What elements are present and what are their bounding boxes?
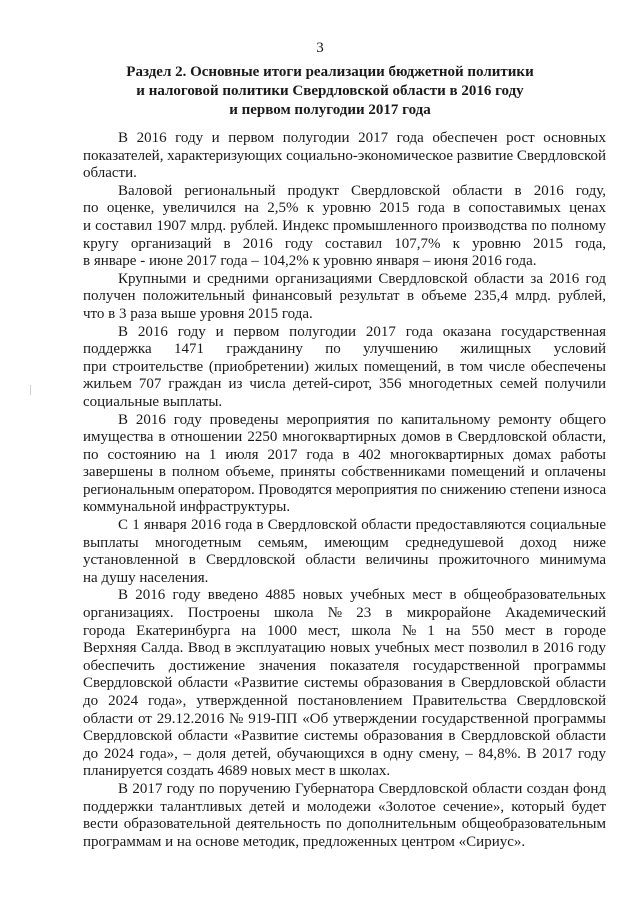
paragraph-line: социальные выплаты.: [83, 393, 223, 410]
section-title-line: и налоговой политики Свердловской области в 2016 году: [136, 83, 524, 99]
margin-mark: [30, 385, 31, 395]
paragraph-line: области от 29.12.2016 № 919-ПП «Об утверждении государственной программы: [83, 710, 606, 727]
paragraph-line: по оценке, увеличился на 2,5% к уровню 2015 года в сопоставимых ценах: [83, 200, 606, 217]
paragraph-line: Верхняя Салда. Ввод в эксплуатацию новых учебных мест позволил в 2016 году: [83, 640, 607, 657]
paragraph-line: показателей, характеризующих социально-экономическое развитие Свердловской: [83, 147, 606, 164]
paragraph-line: кругу организаций в 2016 году составил 107,7% к уровню 2015 года,: [83, 235, 607, 252]
paragraph: [83, 183, 606, 271]
paragraph-line: и составил 1907 млрд. рублей. Индекс промышленного производства по полному: [83, 217, 607, 234]
paragraph-line: В 2016 году и первом полугодии 2017 года оказана государственная: [118, 323, 607, 340]
paragraph: [83, 271, 606, 324]
paragraph-line: имущества в отношении 2250 многоквартирных домов в Свердловской области,: [83, 429, 606, 446]
paragraph: [83, 587, 606, 781]
section-title: [80, 63, 580, 120]
paragraph-line: города Екатеринбурга на 1000 мест, школа № 1 на 550 мест в городе: [83, 622, 607, 639]
paragraph-line: программам и на основе методик, предложенных центром «Сириус».: [83, 833, 526, 850]
paragraph-line: установленной в Свердловской области величины прожиточного минимума: [83, 552, 606, 569]
page-number: 3: [316, 40, 324, 56]
paragraph: [83, 130, 606, 183]
paragraph-line: В 2016 году и первом полугодии 2017 года обеспечен рост основных: [118, 130, 606, 146]
paragraph-line: до 2024 года», – доля детей, обучающихся в одну смену, – 84,8%. В 2017 году: [83, 745, 606, 762]
paragraph-line: поддержка 1471 гражданину по улучшению жилищных условий: [83, 341, 607, 358]
paragraph-line: Валовой региональный продукт Свердловской области в 2016 году,: [118, 182, 606, 199]
paragraph: [83, 517, 606, 587]
paragraph-line: С 1 января 2016 года в Свердловской области предоставляются социальные: [118, 517, 607, 534]
document-body: [83, 130, 606, 851]
paragraph-line: Свердловской области «Развитие системы образования в Свердловской области: [83, 728, 607, 745]
paragraph-line: что в 3 раза выше уровня 2015 года.: [83, 305, 313, 322]
paragraph-line: В 2016 году проведены мероприятия по капитальному ремонту общего: [118, 411, 606, 428]
paragraph-line: В 2016 году введено 4885 новых учебных мест в общеобразовательных: [118, 587, 606, 604]
paragraph-line: коммунальной инфраструктуры.: [83, 499, 291, 516]
paragraph: [83, 324, 606, 412]
paragraph-line: получен положительный финансовый результат в объеме 235,4 млрд. рублей,: [83, 288, 607, 305]
section-title-line: Раздел 2. Основные итоги реализации бюджетной политики: [126, 64, 534, 80]
paragraph-line: Крупными и средними организациями Свердловской области за 2016 год: [118, 270, 607, 287]
paragraph-line: обеспечить достижение значения показателя государственной программы: [83, 657, 606, 674]
paragraph-line: вести образовательной деятельность по дополнительным общеобразовательным: [83, 816, 606, 833]
paragraph-line: выплаты многодетным семьям, имеющим среднедушевой доход ниже: [83, 534, 606, 551]
paragraph-line: до 2024 года», утвержденной постановлением Правительства Свердловской: [83, 693, 606, 709]
paragraph-line: планируется создать 4689 новых мест в школах.: [83, 763, 391, 780]
paragraph-line: организациях. Построены школа № 23 в микрорайоне Академический: [83, 605, 606, 622]
paragraph-line: по состоянию на 1 июля 2017 года в 402 многоквартирных домах работы: [83, 446, 606, 463]
paragraph-line: региональным оператором. Проводятся мероприятия по снижению степени износа: [83, 481, 606, 498]
paragraph-line: В 2017 году по поручению Губернатора Свердловской области создан фонд: [118, 780, 607, 797]
paragraph-line: завершены в полном объеме, приняты собственниками помещений и оплачены: [83, 464, 606, 481]
paragraph-line: в январе - июне 2017 года – 104,2% к уровню января – июня 2016 года.: [83, 253, 537, 270]
paragraph-line: жильем 707 граждан из числа детей-сирот, 356 многодетных семей получили: [83, 376, 607, 393]
paragraph-line: поддержки талантливых детей и молодежи «Золотое сечение», который будет: [83, 798, 606, 815]
paragraph-line: при строительстве (приобретении) жилых помещений, в том числе обеспечены: [83, 358, 606, 375]
paragraph: [83, 412, 606, 518]
paragraph-line: области.: [83, 165, 137, 182]
paragraph-line: Свердловской области «Развитие системы образования в Свердловской области: [83, 675, 607, 692]
paragraph: [83, 781, 606, 851]
section-title-line: и первом полугодии 2017 года: [229, 102, 431, 118]
paragraph-line: на душу населения.: [83, 569, 209, 586]
